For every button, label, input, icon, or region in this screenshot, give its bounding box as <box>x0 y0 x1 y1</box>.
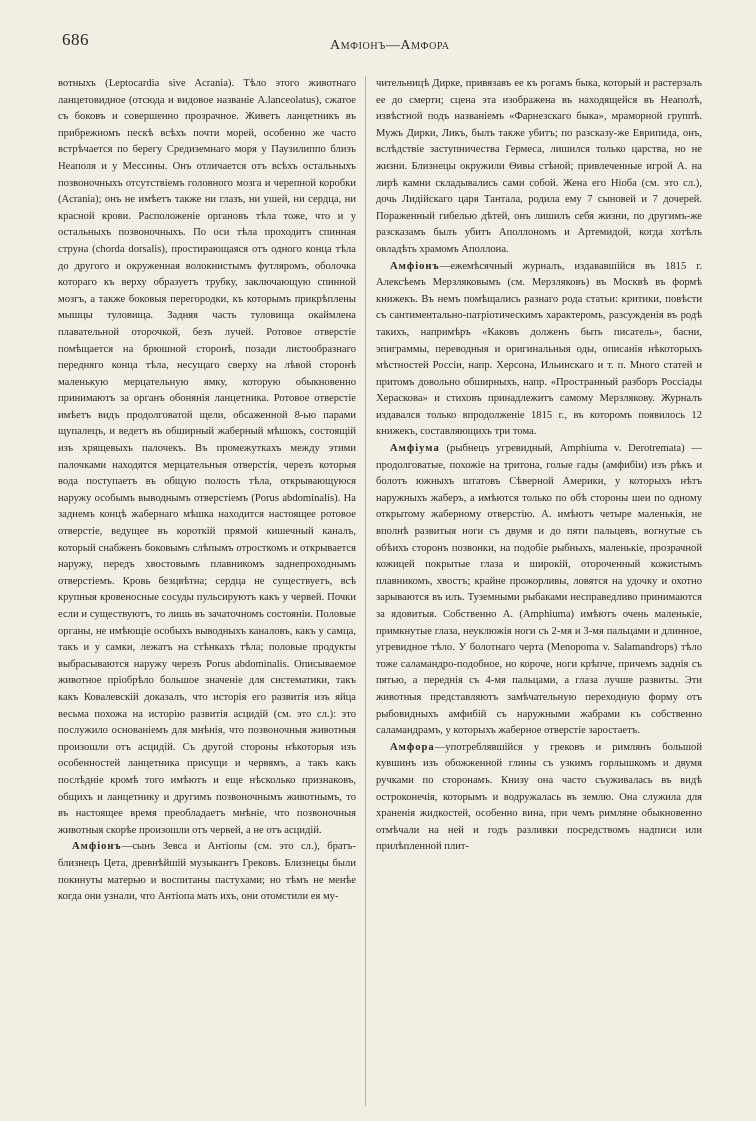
column-divider <box>365 76 366 1106</box>
page-number: 686 <box>62 30 89 49</box>
amphora-headword: Амфора <box>390 741 435 753</box>
right-column <box>376 76 702 1106</box>
amphora-article <box>376 740 702 856</box>
amphion-body: —сынъ Зевса и Антіопы (см. это сл.), братъ-близнецъ Цета, древнѣйшій музыкантъ Грековъ. Близнецы были покинуты матерью и воспитаны пастухами; но тѣмъ не менѣе когда они узнали, что Антіопа мать ихъ, они отомстили ея му- <box>58 841 356 903</box>
amphora-body: —употреблявшійся у грековъ и римлянъ большой кувшинъ изъ обожженной глины съ узкимъ горлышкомъ и двумя ручками по сторонамъ. Книзу она часто съуживалась въ видѣ остроконечія, которымъ и водружалась въ землю. Она служила для храненія жидкостей, особенно вина, при чемъ римляне обыкновенно отмѣчали на ней и годъ разливки посредствомъ надписи или прилѣпленной плит- <box>376 741 702 853</box>
amphion-headword: Амфіонъ <box>72 841 122 853</box>
amphiuma-body: (рыбнецъ угревидный, Amphiuma v. Derotremata) — продолговатые, похожіе на тритона, голые гады (амфибіи) изъ рѣкъ и болотъ южныхъ штатовъ Сѣверной Америки, у которыхъ нѣтъ наружныхъ жаберъ, а имѣются только по обѣ стороны шеи по одному открытому жаберному отверстію. А. имѣютъ четыре маленькія, не вполнѣ развитыя ноги съ двумя и до пяти пальцевъ, вогнутые съ обѣихъ сторонъ позвонки, на подобіе рыбныхъ, маленькіе, прозрачной кожицей покрытые глаза и широкій, отороченный кожистымъ плавникомъ, хвостъ; крайне прожорливы, ловятся на удочку и охотно зарываются въ илъ. Туземными рыбаками несправедливо принимаются за ядовитыя. Собственно А. (Amphiuma) имѣютъ очень маленькіе, примкнутые глаза, неуклюжія ноги съ 2-мя и 3-мя пальцами и длинное, угревидное тѣло. У болотнаго черта (Menopoma v. Salamandrops) тѣло тоже саламандро-подобное, но короче, ноги крѣпче, причемъ заднія съ пятью, а переднія съ 4-мя пальцами, а глаза лучше развиты. Эти животныя представляютъ замѣчательную переходную форму отъ рыбовидныхъ амфибій съ наружными жабрами къ собственно саламандрамъ, у которыхъ жаберное отверстіе заростаетъ. <box>376 443 702 737</box>
amphion-article <box>58 839 356 905</box>
running-title: Амфіонъ—Амфора <box>330 38 450 53</box>
left-column <box>58 76 356 1106</box>
lancelet-article-continuation: вотныхъ (Leptocardia sive Acrania). Тѣло этого животнаго ланцетовидное (отсюда и видовое названіе A.lanceolatus), сжатое съ боковъ и совершенно прозрачное. Живетъ ланцетникъ въ прибрежномъ пескѣ всѣхъ почти морей, особенно же часто встрѣчается по берегу Средиземнаго моря у Паузилиппо близъ Неаполя и у Мессины. Онъ отличается отъ всѣхъ остальныхъ позвоночныхъ отсутствіемъ головного мозга и черепной коробки (Acrania); онъ не имѣетъ также ни глазъ, ни ушей, ни сердца, ни красной крови. Расположеніе органовъ тѣла тоже, что и у остальныхъ позвоночныхъ. По оси тѣла проходитъ спинная струна (chorda dorsalis), простирающаяся отъ одного конца тѣла до другого и окруженная волокнистымъ футляромъ, оболочка котораго къ верху образуетъ трубку, заключающую спинной мозгъ, а также боковыя перегородки, къ которымъ прикрѣплены мышцы туловища. Задняя часть туловища окаймлена плавательной оторочкой, безъ лучей. Ротовое отверстіе помѣщается на брюшной сторонѣ, позади листообразнаго передняго конца тѣла, несущаго сверху на лѣвой сторонѣ маленькую мерцательную ямку, которую обыкновенно принимаютъ за органъ обонянія ланцетника. Ротовое отверстіе имѣетъ видъ продолговатой щели, обсаженной 8-ью парами щупалецъ, и ведетъ въ обширный жаберный мѣшокъ, состоящій изъ хрящевыхъ палочекъ. Въ промежуткахъ между этими палочками находятся мерцательныя отверстія, черезъ которыя вода поступаетъ въ общую полость тѣла, открывающуюся наружу особымъ выводнымъ отверстіемъ (Porus abdominalis). На заднемъ концѣ жабернаго мѣшка находится настоящее ротовое отверстіе, ведущее въ короткій прямой кишечный каналъ, который снабженъ боковымъ слѣпымъ отросткомъ и открывается наружу, передъ хвостовымъ плавникомъ заднепроходнымъ отверстіемъ. Кровь безцвѣтна; сердца не существуетъ, всѣ крупныя кровеносные сосуды пульсируютъ какъ у червей. Почки если и существуютъ, то лишь въ зачаточномъ состояніи. Половые органы, не имѣющіе особыхъ выводныхъ каналовъ, какъ у самца, такъ и у самки, лежатъ на стѣнкахъ тѣла; половые продукты выбрасываются наружу черезъ Porus abdominalis. Описываемое животное пріобрѣло большое значеніе для систематики, такъ какъ Ковалевскій доказалъ, что исторія его развитія изъ яйца весьма похожа на исторію развитія асцидій (см. это сл.): это послужило основаніемъ для мнѣнія, что позвоночныя животныя произошли отъ асцидій. Съ другой стороны нѣкоторыя изъ особенностей ланцетника присущи и червямъ, а такъ какъ послѣдніе кромѣ того имѣютъ и еще нѣсколько признаковъ, общихъ и ланцетнику и другимъ позвоночнымъ животнымъ, то въ настоящее время преобладаетъ мнѣніе, что позвоночныя животныя скорѣе произошли отъ червей, а не отъ асцидій. <box>58 78 356 836</box>
amphiuma-headword: Амфіума <box>390 443 440 455</box>
amphion-article-continuation: чительницѣ Дирке, привязавъ ее къ рогамъ быка, который и растерзалъ ее до смерти; сцена эта изображена въ находящейся въ Неаполѣ, извѣстной подъ названіемъ «Фарнезскаго быка», мраморной группѣ. Мужъ Дирки, Ликъ, былъ также убитъ; по разсказу-же Еврипида, онъ, вслѣдствіе заступничества Гермеса, лишился только царства, но не жизни. Близнецы окружили Ѳивы стѣной; привлеченные игрой А. на лирѣ камни складывались сами собой. Жена его Ніоба (см. это сл.), дочь Лидійскаго царя Тантала, родила ему 7 сыновей и 7 дочерей. Пораженный гибелью дѣтей, онъ лишилъ себя жизни, по другимъ-же разсказамъ былъ убитъ Аполлономъ и Артемидой, когда хотѣлъ овладѣть храмомъ Аполлона. <box>376 78 702 255</box>
amphion-journal-body: —ежемѣсячный журналъ, издававшійся въ 1815 г. Алексѣемъ Мерзляковымъ (см. Мерзляковъ) въ Москвѣ въ формѣ книжекъ. Въ немъ помѣщались разнаго рода статьи: критики, повѣсти съ сантиментально-патріотическимъ характеромъ, разсужденія въ родѣ такихъ, напримѣръ «Каковъ долженъ быть писатель», басни, эпиграммы, переводныя и оригинальныя оды, описанія нѣкоторыхъ мѣстностей Россіи, напр. Херсона, Ильинскаго и т. п. Много статей и притомъ довольно обширныхъ, напр. «Пространный разборъ Россіады Хераскова» и стиховъ принадлежитъ самому Мерзлякову. Журналъ издавался только впродолженіе 1815 г., въ которомъ появилось 12 книжекъ, составляющихъ три тома. <box>376 260 702 438</box>
amphion-journal-article <box>376 259 702 442</box>
amphion-journal-headword: Амфіонъ <box>390 260 440 272</box>
amphiuma-article <box>376 441 702 740</box>
